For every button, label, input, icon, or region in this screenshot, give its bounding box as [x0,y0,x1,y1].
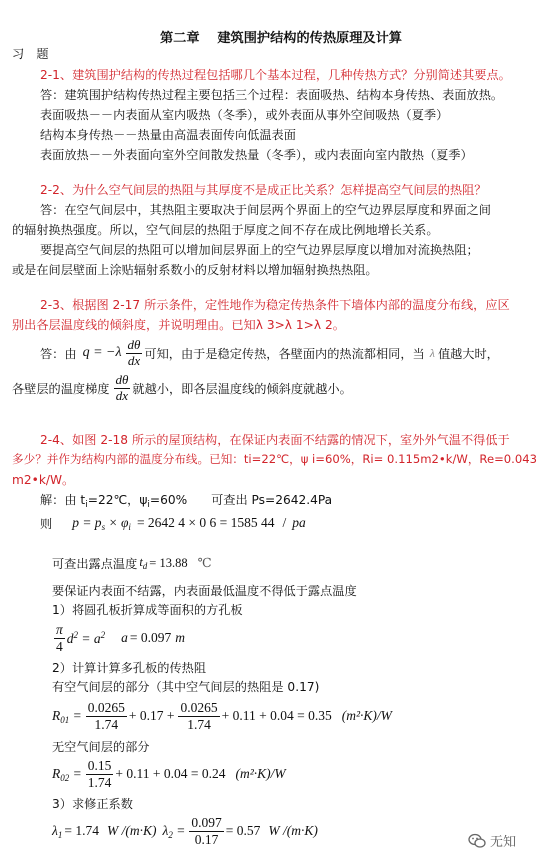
r01-unit: (m²·K)/W [341,708,392,723]
sub-i-2: i [147,500,150,510]
answer-2-3-line-2 [12,370,354,406]
question-2-1: 2-1、建筑围护结构的传热过程包括哪几个基本过程，几种传热方式？分别简述其要点。 [40,68,511,82]
watermark [468,831,516,850]
r02-symbol: $R_{02}$ = [52,765,82,783]
lambda2-value: = 0.57 [225,823,261,838]
dew-point-line [52,553,214,573]
formula-dtheta-dx: $\frac{d\theta}{dx}$ [127,336,141,368]
lambda1-value: = 1.74 [64,823,99,838]
dew-prefix: 可查出露点温度 [52,556,138,571]
question-2-4-line-3: m2•k/W。 [12,473,75,487]
solution-ti: 解：由 t [40,493,86,507]
question-2-3-line-1: 2-3、根据图 2-17 所示条件，定性地作为稳定传热条件下墙体内部的温度分布线，应区 [40,298,510,312]
answer-2-3-prefix: 答：由 [40,346,77,361]
condition-text: 要保证内表面不结露，内表面最低温度不得低于露点温度 [52,584,357,598]
equation-r02 [52,754,288,794]
lambda-symbol: λ [429,345,435,360]
solution-ps: 可查出 Ps=2642.4Pa [211,493,333,507]
no-air-layer: 无空气间层的部分 [52,740,150,754]
solution-2-4-line-1 [40,491,332,510]
r01-symbol: $R_{01}$ = [52,707,82,725]
lambda1-unit: W /(m·K) [106,823,157,838]
answer-2-2-line-4: 或是在间层壁面上涂贴辐射系数小的反射材料以增加辐射换热热阻。 [12,263,378,277]
section-heading: 习 题 [12,47,49,61]
answer-2-3-suffix: 可知，由于是稳定传热，各壁面内的热流都相同，当 [144,346,425,361]
equation-p [40,512,308,534]
lambda2-frac: $\frac{0.097}{0.17}$ [191,814,222,847]
dew-symbol: $t_d$ [139,555,148,571]
step-1: 1）将圆孔板折算成等面积的方孔板 [52,603,243,617]
eq-square-value: = 0.097 [129,630,172,645]
r01-frac-2: $\frac{0.0265}{1.74}$ [180,699,218,732]
pi-over-4: $\frac{\pi}{4}$ [56,621,63,654]
wechat-icon [468,833,486,849]
sub-i: i [85,500,88,510]
step-3: 3）求修正系数 [52,797,133,811]
then-label: 则 [40,516,53,531]
lambda2-symbol: $\lambda_2$ = [162,822,186,840]
question-2-4-line-1: 2-4、如图 2-18 所示的屋顶结构，在保证内表面不结露的情况下，室外外气温不得低于 [40,433,510,447]
answer-2-1-line-2: 表面吸热－－内表面从室内吸热（冬季），或外表面从事外空间吸热（夏季） [40,108,449,122]
question-2-2: 2-2、为什么空气间层的热阻与其厚度不是成正比关系？怎样提高空气间层的热阻？ [40,183,487,197]
answer-2-2-line-3: 要提高空气间层的热阻可以增加间层界面上的空气边界层厚度以增加对流换热阻； [40,243,479,257]
chapter-title: 第二章 建筑围护结构的传热原理及计算 [160,31,402,46]
equation-square [52,621,187,655]
eq-p-value: = 2642 4 × 0 6 = 1585 44 [136,515,275,530]
eq-p-unit: pa [292,515,306,530]
dew-unit: ℃ [197,556,212,570]
eq-p-lhs: $p = p_s \times \varphi_i$ [72,514,131,532]
dew-value: = 13.88 [149,555,188,570]
r01-tail: + 0.11 + 0.04 = 0.35 [221,708,332,723]
answer-2-2-line-2: 的辐射换热强度。所以，空气间层的热阻于厚度之间不存在成比例地增长关系。 [12,223,439,237]
answer-2-1-line-1: 答：建筑围护结构传热过程主要包括三个过程：表面吸热、结构本身传热、表面放热。 [40,88,504,102]
formula-gradient: $\frac{d\theta}{dx}$ [115,371,129,403]
lambda2-unit: W /(m·K) [268,823,318,838]
step-2: 2）计算计算多孔板的传热阻 [52,661,207,675]
formula-q: q = −λ [82,345,122,360]
solution-psi-value: =60% [149,493,188,507]
with-air-layer: 有空气间层的部分（其中空气间层的热阻是 0.17) [52,680,320,694]
equation-lambda [52,811,320,851]
watermark-text: 无知 [490,835,517,850]
answer-2-3-tail: 值越大时， [437,346,499,361]
equation-r01 [52,696,394,736]
answer-2-1-line-3: 结构本身传热－－热量由高温表面传向低温表面 [40,128,296,142]
eq-square-unit: m [175,630,186,645]
answer-2-3-line-2-suffix: 就越小，即各层温度线的倾斜度就越小。 [132,381,352,396]
r02-frac: $\frac{0.15}{1.74}$ [87,757,112,790]
eq-square-lhs: $d^2 = a^2$ [66,629,106,646]
answer-2-1-line-4: 表面放热－－外表面向室外空间散发热量（冬季），或内表面向室内散热（夏季） [40,148,473,162]
answer-2-3-line-1 [40,336,501,370]
lambda1-symbol: $\lambda_1$ [52,822,63,840]
question-2-3-line-2: 别出各层温度线的倾斜度，并说明理由。已知λ 3>λ 1>λ 2。 [12,318,345,332]
r02-tail: + 0.11 + 0.04 = 0.24 [115,766,226,781]
eq-square-a: a [121,630,128,645]
solution-psi: =22℃，ψ [87,493,148,507]
r01-frac-1: $\frac{0.0265}{1.74}$ [87,699,125,732]
answer-2-2-line-1: 答：在空气间层中，其热阻主要取决于间层两个界面上的空气边界层厚度和界面之间 [40,203,491,217]
eq-p-slash: / [282,515,287,530]
r02-unit: (m²·K)/W [235,766,286,781]
answer-2-3-line-2-prefix: 各壁层的温度梯度 [12,381,110,396]
question-2-4-line-2: 多少？并作为结构内部的温度分布线。已知：ti=22℃，ψ i=60%，Ri= 0.115m2•k/W，Re=0.043 [12,452,537,466]
r01-mid: + 0.17 + [128,708,175,723]
